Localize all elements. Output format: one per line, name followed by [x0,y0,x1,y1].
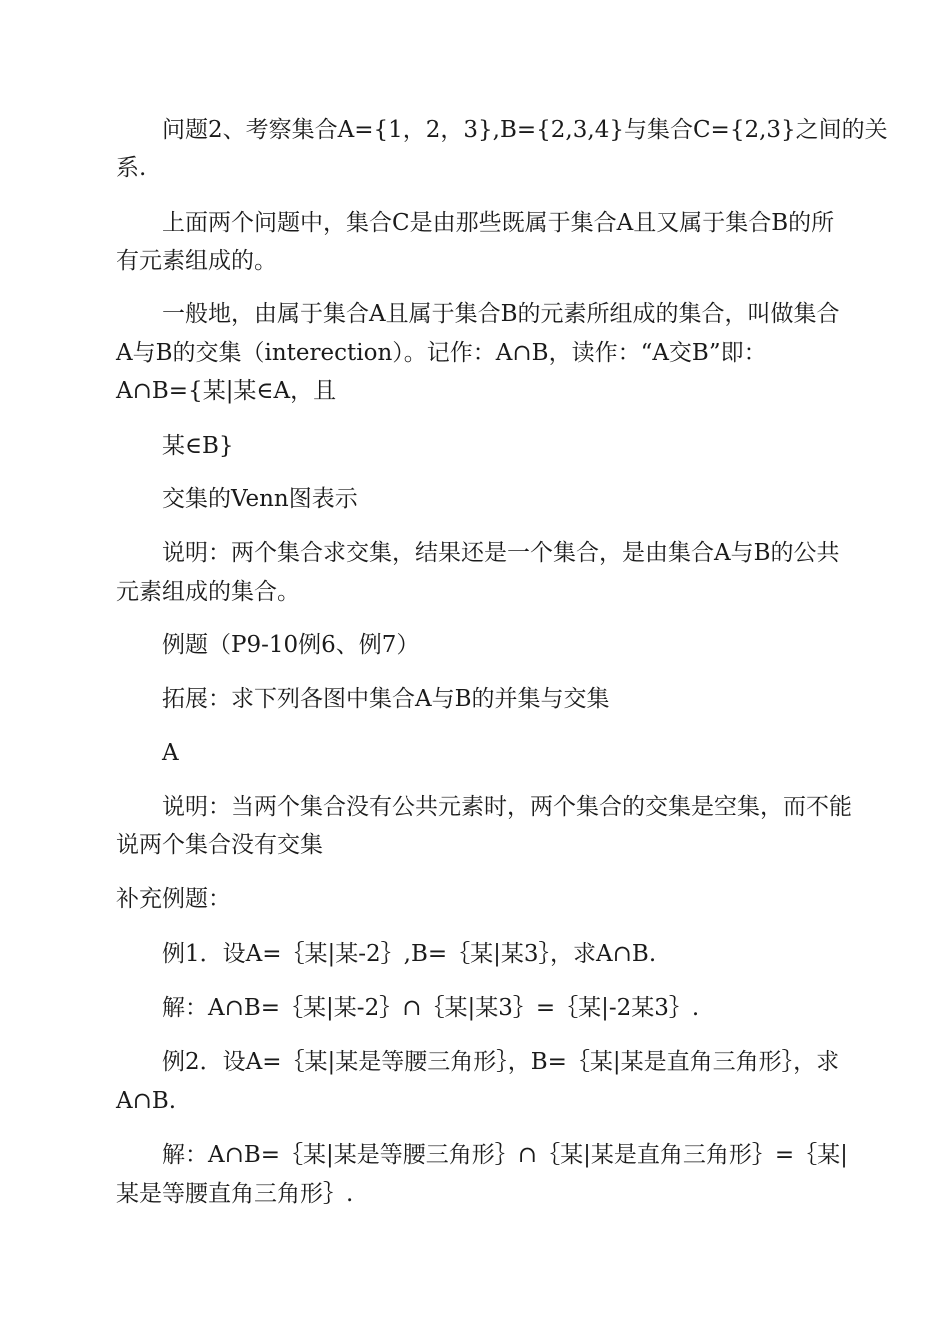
text-line: 上面两个问题中，集合C是由那些既属于集合A且又属于集合B的所 [162,210,835,236]
text-line: 某∈B} [162,433,234,459]
text-line: 一般地，由属于集合A且属于集合B的元素所组成的集合，叫做集合 [162,301,840,327]
text-line: 有元素组成的。 [116,248,277,274]
text-line: 系. [116,155,147,181]
text-line: 解：A∩B=｛某|某是等腰三角形｝∩｛某|某是直角三角形｝=｛某| [162,1142,848,1168]
text-line: 问题2、考察集合A={1，2，3},B={2,3,4}与集合C={2,3}之间的关 [162,117,888,143]
text-line: 交集的Venn图表示 [162,486,358,512]
text-line: A [162,740,179,766]
text-line: 解：A∩B=｛某|某-2｝∩｛某|某3｝=｛某|-2某3｝. [162,995,700,1021]
text-line: 例2．设A=｛某|某是等腰三角形｝，B=｛某|某是直角三角形｝，求 [162,1049,840,1075]
text-line: 补充例题： [116,886,231,912]
text-line: 例题（P9-10例6、例7） [162,632,420,658]
text-line: 拓展：求下列各图中集合A与B的并集与交集 [162,686,610,712]
text-line: 例1．设A=｛某|某-2｝,B=｛某|某3｝，求A∩B. [162,941,657,967]
text-line: A∩B={某|某∈A，且 [116,378,337,404]
text-line: A∩B. [116,1088,177,1114]
text-line: 说两个集合没有交集 [116,832,323,858]
text-line: 说明：两个集合求交集，结果还是一个集合，是由集合A与B的公共 [162,540,840,566]
text-line: A与B的交集（interection）。记作：A∩B，读作：“A交B”即： [116,340,767,366]
text-line: 说明：当两个集合没有公共元素时，两个集合的交集是空集，而不能 [162,794,852,820]
text-line: 元素组成的集合。 [116,579,300,605]
text-line: 某是等腰直角三角形｝. [116,1181,354,1207]
